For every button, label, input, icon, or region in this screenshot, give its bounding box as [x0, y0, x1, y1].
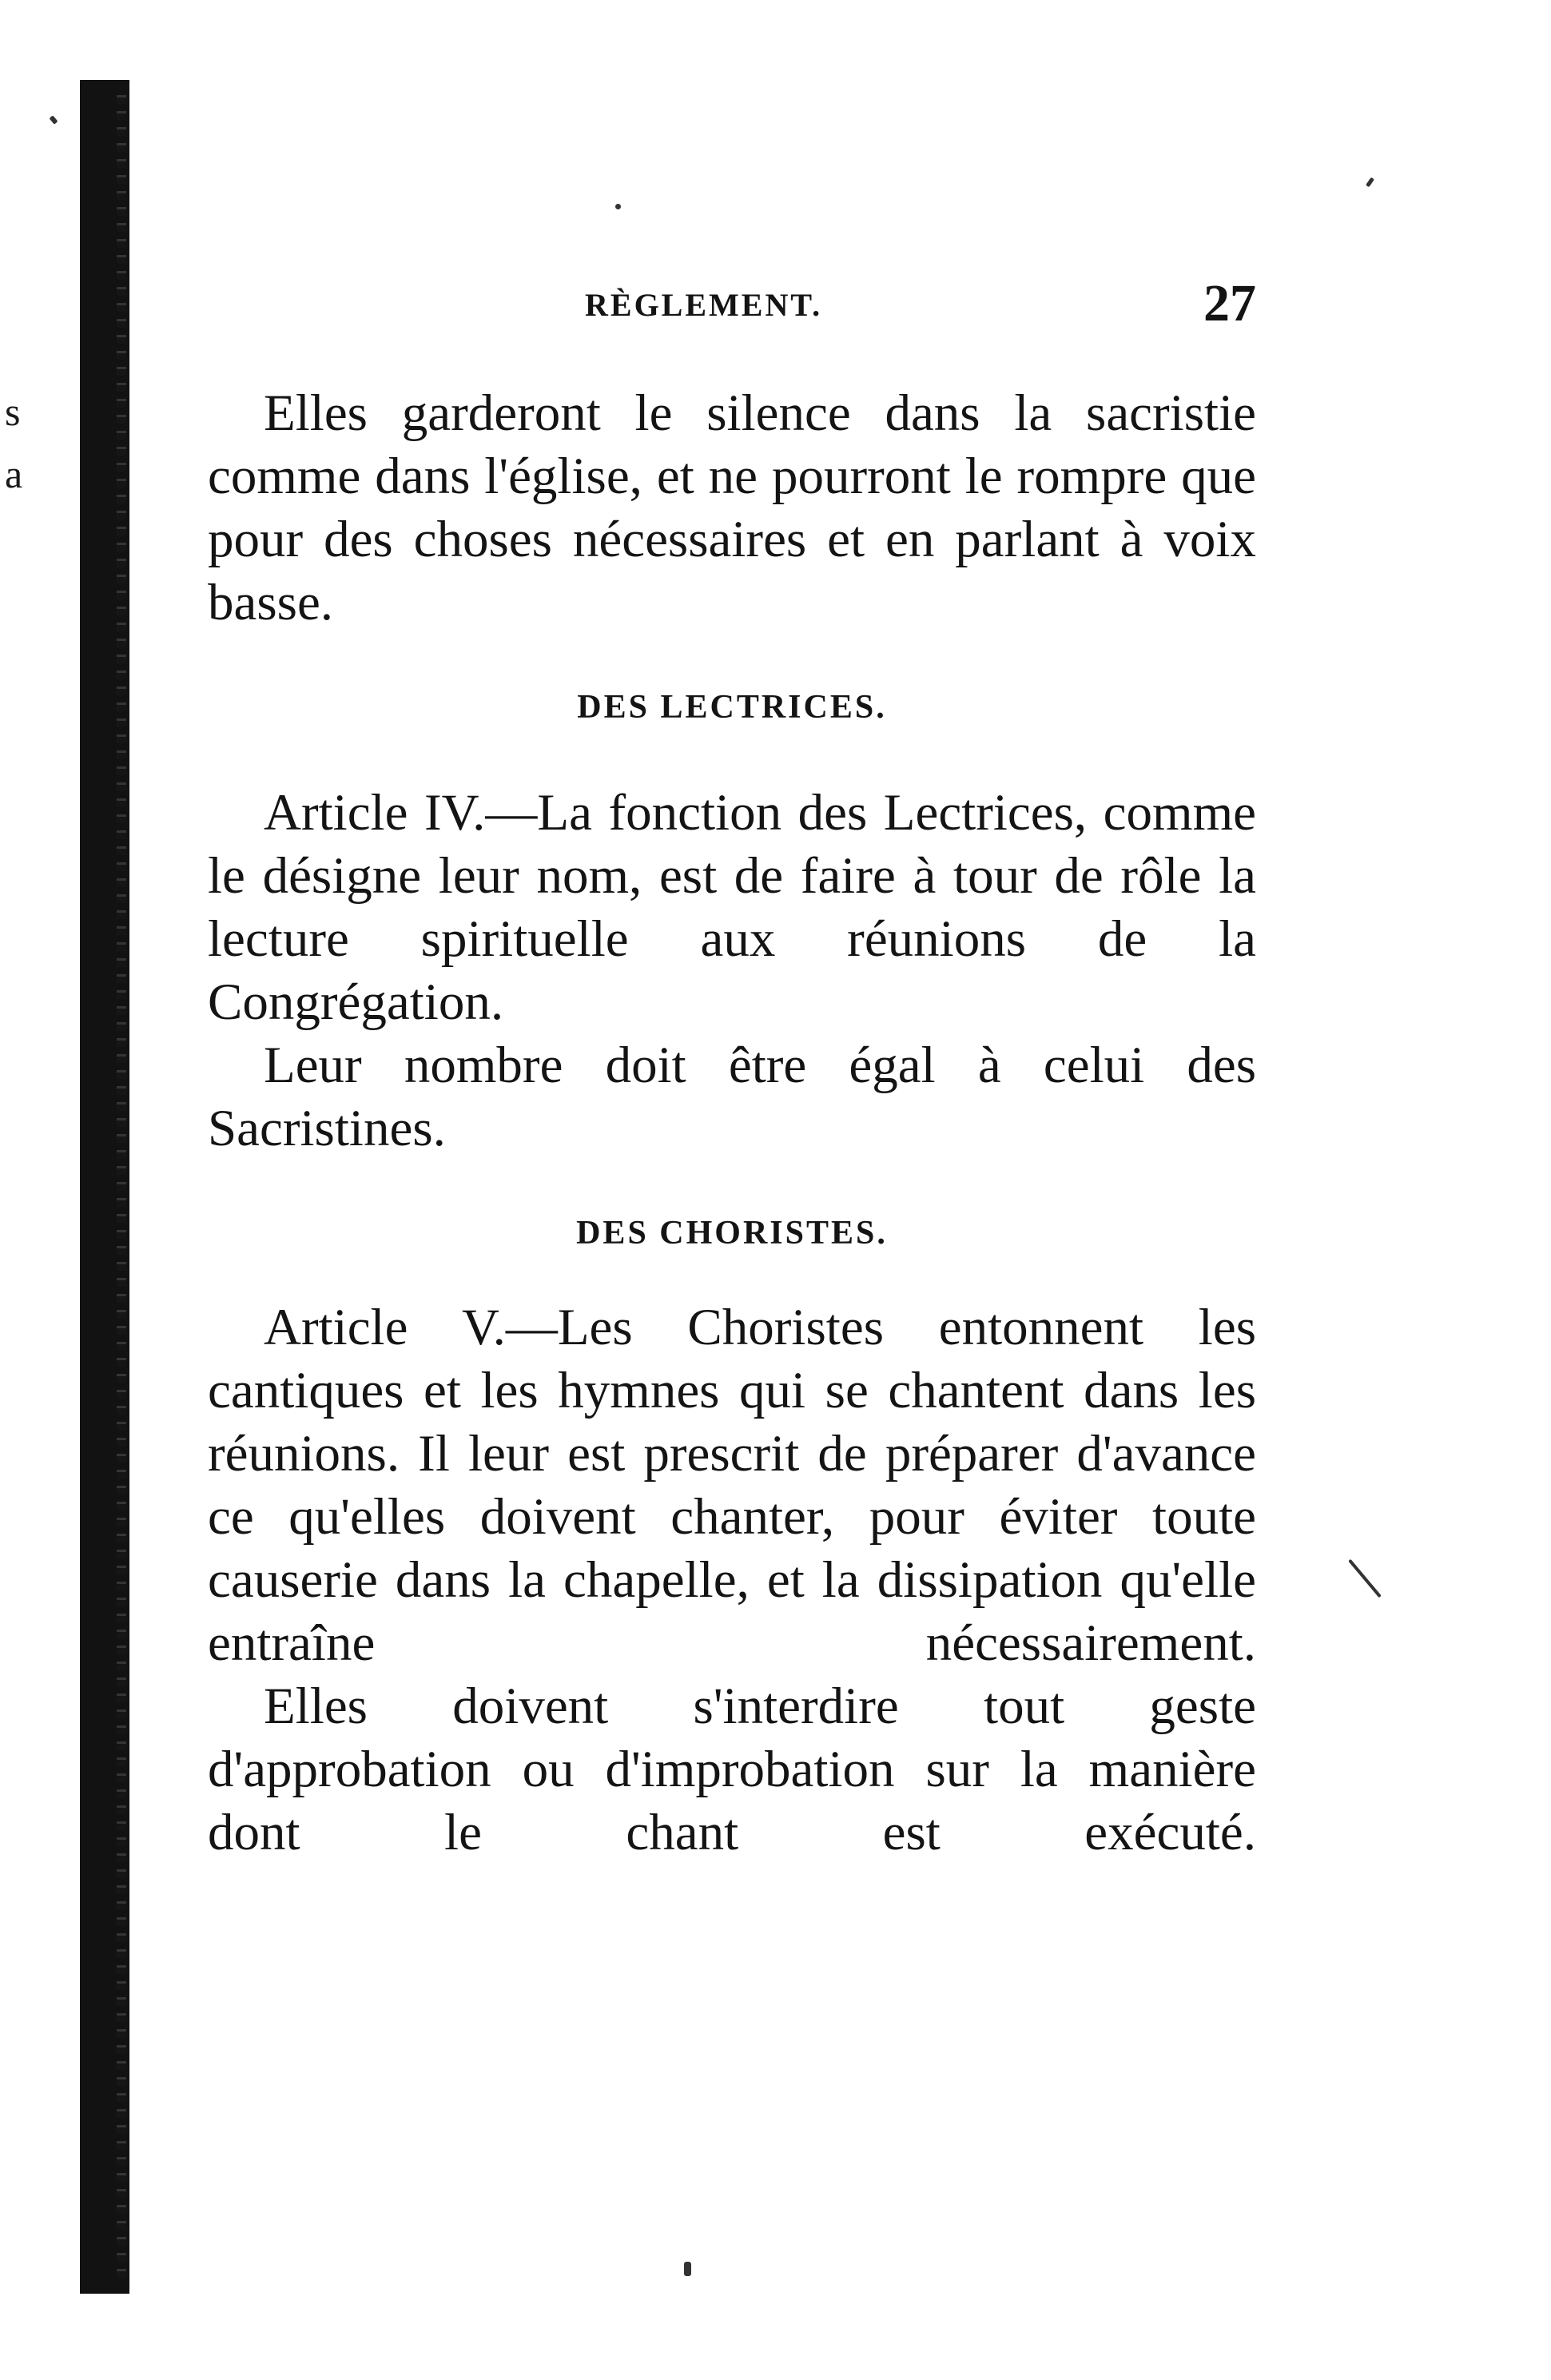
page-number: 27 [1203, 274, 1256, 332]
ink-speck [1366, 177, 1374, 188]
ink-speck [1348, 1559, 1382, 1598]
paragraph-gestes: Elles doivent s'interdire tout geste d'approbation ou d'improbation sur la manière dont le chant est exécuté. [208, 1678, 1256, 1861]
paragraph-silence: Elles garderont le silence dans la sacristie comme dans l'église, et ne pourront le rompre que pour des choses nécessaires et en parlant à voix basse. [208, 384, 1256, 631]
margin-bleed-letter: s [5, 389, 21, 434]
paragraph-article-iv: Article IV.—La fonction des Lectrices, comme le désigne leur nom, est de faire à tour de rôle la lecture spirituelle aux réunions de la Congrégation. [208, 784, 1256, 1031]
running-title: RÈGLEMENT. [585, 287, 823, 323]
ink-speck [49, 115, 58, 125]
section-heading-choristes: DES CHORISTES. [576, 1215, 888, 1252]
margin-bleed-letter: a [5, 452, 23, 496]
page-body [208, 382, 1256, 1865]
page-header [208, 273, 1256, 337]
ink-speck [684, 2262, 691, 2276]
paragraph-nombre: Leur nombre doit être égal à celui des Sacristines. [208, 1037, 1256, 1157]
binding-edge [117, 88, 126, 2278]
paragraph-article-v: Article V.—Les Choristes entonnent les cantiques et les hymnes qui se chantent dans les réunions. Il leur est prescrit de préparer d'avance ce qu'elles doivent chanter, pour éviter toute causerie dans la chapelle, et la dissipation qu'elle entraîne nécessairement. [208, 1299, 1256, 1672]
section-heading-lectrices: DES LECTRICES. [577, 689, 887, 726]
ink-speck [615, 204, 621, 209]
